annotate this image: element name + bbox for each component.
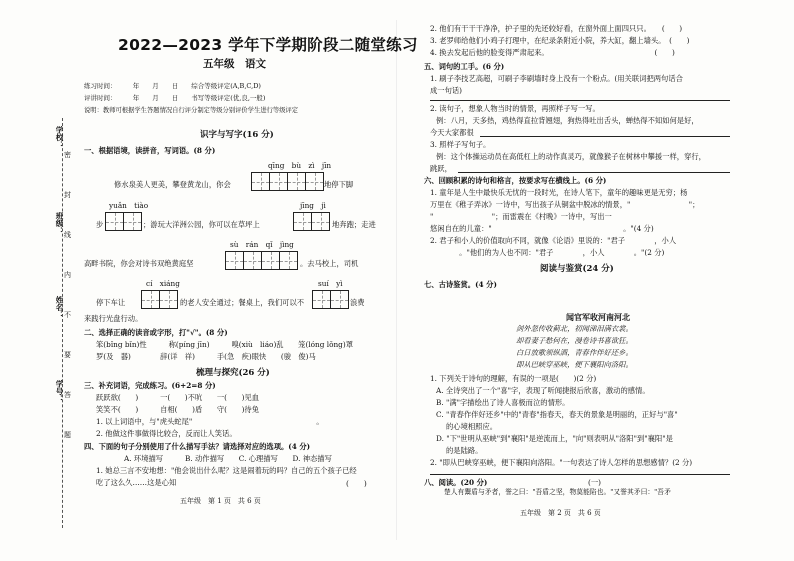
page-footer: 五年级 第 2 页 共 6 页	[520, 509, 601, 517]
poem-line: 剑外忽传收蓟北，初闻涕泪满衣裳。	[516, 324, 633, 333]
section-heading: 阅读与鉴赏(24 分)	[540, 264, 614, 274]
answer-grid[interactable]	[313, 290, 349, 309]
side-label-class: 班级：	[55, 212, 64, 235]
question-heading: 二、选择正确的读音或字形，打"√"。(8 分)	[84, 328, 228, 337]
question-text[interactable]: 。"他们的为人也不同："君子 ，小人 。"(2 分)	[430, 248, 665, 257]
choice-row[interactable]: 罗(及 器) 辞(详 祥) 手(急 疾)眼快 (骏 俊)马	[96, 352, 316, 361]
pinyin-prompt: yuǎn tiào	[109, 201, 149, 210]
answer-grid[interactable]	[252, 172, 324, 191]
question-text[interactable]: 万里在《稚子弄冰》一诗中，写出孩子从铜盆中脱冰的情景，" "；	[430, 200, 700, 209]
answer-line[interactable]	[430, 100, 730, 101]
section-heading: 识字与写字(16 分)	[200, 130, 274, 140]
example-text: 今天大家都很	[430, 128, 474, 137]
question-text: 3. 老罗师给他们小鸡子打理中，在纪录条附近小院，养大缸，翻上墙头。 ( )	[430, 36, 690, 45]
binding-char: 题	[64, 431, 71, 439]
poem-line: 白日放歌须纵酒，青春作伴好还乡。	[516, 348, 633, 357]
instructions-note: 说明：教师可根据学生答题情况自行评分制定等级分别评价学生进行等级评定	[84, 107, 299, 114]
page-title: 2022—2023 学年下学期阶段二随堂练习	[118, 36, 418, 54]
options-row: A. 环境描写 B. 动作描写 C. 心理描写 D. 神态描写	[124, 454, 332, 463]
example-text: 例：这个体操运动员在高低杠上的动作真灵巧，就像猴子在树林中攀援一样，穿行，	[436, 152, 706, 161]
question-text: 1. 童年是人生中最快乐无忧的一段时光，在诗人笔下，童年的趣味更是无穷；杨	[430, 188, 688, 197]
pinyin-prompt: sù rán qǐ jìng	[230, 240, 294, 249]
question-text: 1. 刷子李技艺高超，可刷子李刷墙时身上没有一个粉点。(用关联词把两句话合	[430, 74, 683, 83]
binding-char: 线	[64, 231, 71, 239]
question-heading: 四、下面的句子分别使用了什么描写手法？请选择对应的选项。(4 分)	[84, 442, 311, 451]
question-heading: 三、补充词语，完成练习。(6+2=8 分)	[84, 381, 216, 390]
question-text: 高畔书院，你会对诗书双绝黄庭坚	[84, 259, 194, 268]
answer-grid[interactable]	[226, 251, 298, 270]
question-text: 1. 她总三言不安地想："他会说出什么呢？这是闹着玩的吗？自己的五个孩子已经	[96, 466, 357, 475]
page-divider	[396, 20, 397, 540]
question-text[interactable]: 2. 君子和小人的价值取向不同，就像《论语》里说的："君子 ，小人	[430, 236, 677, 245]
question-text: 的老人安全通过；餐桌上，我们可以不	[180, 298, 305, 307]
answer-grid[interactable]	[142, 290, 178, 309]
fill-row[interactable]: 2. 他做这件事做得比较合，反而让人笑话。	[96, 429, 237, 438]
fill-row[interactable]: 跃跃欲( ) 一( )不吭 一( )见血	[96, 393, 260, 402]
pinyin-prompt: cí xiáng	[146, 279, 180, 288]
question-text: ；游玩大洋洲公园，你可以在草坪上	[143, 220, 260, 229]
question-text: 来践行光盘行动。	[84, 314, 143, 323]
answer-line[interactable]	[458, 172, 730, 173]
answer-grid[interactable]	[294, 212, 330, 231]
poem-title: 闻官军收河南河北	[566, 312, 630, 322]
question-text: 吃了这么久……这是心知	[96, 478, 177, 487]
poem-line: 却看妻子愁何在，漫卷诗书喜欲狂。	[516, 336, 633, 345]
option-b[interactable]: B. "满"字描绘出了诗人喜极而泣的情形。	[436, 398, 570, 407]
binding-line	[62, 118, 63, 528]
binding-char: 要	[64, 351, 71, 359]
question-heading: 六、回顾积累的诗句和格言，按要求写在横线上。(6 分)	[424, 176, 607, 185]
answer-paren[interactable]: ( )	[346, 479, 367, 488]
question-text: 1. 下列关于诗句的理解，有误的一项是( )(2 分)	[430, 374, 597, 383]
binding-char: 密	[64, 151, 71, 159]
question-text: 地停下脚	[324, 180, 354, 189]
passage-text: 楚人有鬻盾与矛者，誉之曰："吾盾之坚，物莫能陷也。"又誉其矛曰："吾矛	[444, 488, 671, 496]
answer-grid[interactable]	[106, 212, 142, 231]
section-heading: 梳理与探究(26 分)	[196, 368, 270, 378]
side-label-number: 学号：	[55, 380, 64, 403]
fill-row[interactable]: 笑笑不( ) 自相( )盾 守( )待兔	[96, 405, 260, 414]
page-footer: 五年级 第 1 页 共 6 页	[180, 497, 261, 505]
question-text: 浪费	[350, 298, 365, 307]
question-text: 3. 照样子写句子。	[430, 140, 491, 149]
example-text: 跳跃，	[430, 164, 452, 173]
info-row-1: 练习时间： 年 月 日 综合等级评定(A,B,C,D)	[84, 82, 261, 90]
binding-char: 不	[64, 311, 71, 319]
option-d[interactable]: D. "下"世明从巫峡"到"襄阳"是逆流而上，"向"则表明从"洛阳"到"襄阳"是	[436, 434, 673, 443]
answer-line[interactable]	[480, 136, 730, 137]
question-text: 步	[96, 220, 104, 229]
question-text: 修水泉美人更美，攀登黄龙山，你会	[114, 180, 231, 189]
question-text: 停下车让	[96, 298, 126, 307]
question-text: 2. "即从巴峡穿巫峡，便下襄阳向洛阳。"一句表达了诗人怎样的思想感情？(2 分)	[430, 458, 693, 467]
answer-line[interactable]	[430, 474, 730, 475]
passage-number: (一)	[588, 478, 601, 487]
question-heading: 五、词句的工手。(6 分)	[424, 62, 505, 71]
question-text: 2. 读句子，想象人物当时的情景，再照样子写一写。	[430, 104, 600, 113]
option-c-cont: 的心境相照应。	[446, 422, 498, 431]
question-text[interactable]: " "；而雷震在《村晚》一诗中，写出一	[430, 212, 612, 221]
pinyin-prompt: qīng bù zì jīn	[268, 161, 332, 170]
question-text: 。去马校上，司机	[300, 259, 359, 268]
question-text: 成一句话)	[430, 86, 463, 95]
question-text: 2. 他们有干干干净净，护子里的先还较好看，在窗外面上面四只只。 ( )	[430, 24, 683, 33]
binding-char: 封	[64, 191, 71, 199]
pinyin-prompt: suí yì	[318, 279, 343, 288]
poem-line: 即从巴峡穿巫峡，便下襄阳向洛阳。	[516, 360, 633, 369]
grade-subject: 五年级 语文	[203, 58, 266, 70]
question-heading: 七、古诗鉴赏。(4 分)	[424, 280, 497, 289]
side-label-name: 姓名：	[55, 296, 64, 319]
binding-char: 内	[64, 271, 71, 279]
question-text[interactable]: 悠闲自在的儿童：" 。"(4 分)	[430, 224, 654, 233]
example-text: 例：八月，天多热，鸡热得直拉背翘翅，狗热得吐出舌头，蝉热得不知如何是好，	[436, 116, 699, 125]
pinyin-prompt: jīng jì	[300, 201, 326, 210]
option-a[interactable]: A. 全诗突出了一个"喜"字，表现了听闻捷报后欣喜，激动的感情。	[436, 386, 650, 395]
side-label-school: 学校：	[55, 126, 64, 149]
option-d-cont: 的是陆路。	[446, 446, 483, 455]
info-row-2: 评讲时间： 年 月 日 书写等级评定(优,良,一般)	[84, 94, 266, 102]
option-c[interactable]: C. "青春作伴好还乡"中的"青春"指春天，春天的景象是明丽的，正好与"喜"	[436, 410, 678, 419]
question-heading: 八、阅读。(20 分)	[424, 478, 488, 487]
choice-row[interactable]: 笨(bǐng bǐn)性 称(píng jīn) 嗅(xiù liáo)乱 笼(lóng lǒng)罩	[96, 340, 353, 349]
question-text: 地奔跑；走进	[332, 220, 376, 229]
binding-char: 答	[64, 391, 71, 399]
fill-row[interactable]: 1. 以上词语中，与"虎头蛇尾" 。	[96, 417, 324, 426]
question-heading: 一、根据语境，读拼音，写词语。(8 分)	[84, 146, 216, 155]
question-text: 4. 换去发起后他的脸变得严肃起来。 ( )	[430, 48, 675, 57]
